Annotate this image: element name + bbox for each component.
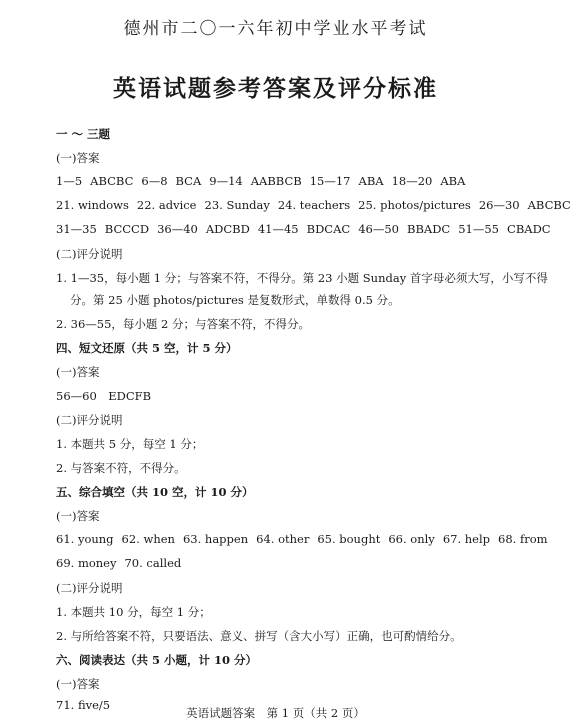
answer-item: 6—8	[141, 174, 168, 188]
answer-item: 9—14	[209, 174, 243, 188]
answer-item: 51—55	[458, 222, 500, 236]
answer-item: 22. advice	[136, 198, 197, 212]
answers-row-31-55	[56, 222, 551, 236]
answer-item: ADCBD	[205, 222, 250, 236]
section-5-heading: 五、综合填空（共 10 空，计 10 分）	[56, 485, 254, 499]
section-5-grading-label: (二)评分说明	[56, 581, 123, 595]
section-5-answer-label: (一)答案	[56, 509, 100, 523]
answers-row-21-30	[56, 198, 571, 212]
answer-item: 24. teachers	[277, 198, 351, 212]
answer-item: 68. from	[498, 532, 548, 546]
answer-item: 69. money	[56, 556, 117, 570]
section-4-grading-note-2: 2. 与答案不符，不得分。	[56, 461, 186, 475]
document-title: 英语试题参考答案及评分标准	[113, 75, 438, 102]
answer-item: BDCAC	[306, 222, 351, 236]
answer-item: 70. called	[124, 556, 182, 570]
exam-header: 德州市二〇一六年初中学业水平考试	[123, 19, 428, 39]
answers-row-61-68	[56, 532, 548, 546]
section-6-answer-label: (一)答案	[56, 677, 100, 691]
answer-item: 1—5	[56, 174, 83, 188]
page-footer: 英语试题答案 第 1 页（共 2 页）	[186, 706, 365, 720]
answer-item: 46—50	[358, 222, 399, 236]
answers-row-1-20	[56, 174, 465, 188]
answer-item: 41—45	[257, 222, 299, 236]
answer-item: 67. help	[442, 532, 491, 546]
answer-item: BCCCD	[104, 222, 150, 236]
answer-item: 25. photos/pictures	[358, 198, 471, 212]
section-4-answers: 56—60 EDCFB	[56, 389, 152, 403]
section-4-grading-label: (二)评分说明	[56, 413, 123, 427]
answer-item: 23. Sunday	[204, 198, 270, 212]
grading-note-2: 2. 36—55，每小题 2 分；与答案不符，不得分。	[56, 317, 311, 331]
answer-item: 15—17	[309, 174, 351, 188]
answer-item: CBADC	[507, 222, 551, 236]
section-6-answer-71: 71. five/5	[56, 698, 111, 712]
section-6-heading: 六、阅读表达（共 5 小题，计 10 分）	[56, 653, 258, 667]
answer-item: BCA	[175, 174, 202, 188]
answer-item: ABCBC	[90, 174, 134, 188]
grading-note-1-part-2: 分。第 25 小题 photos/pictures 是复数形式，单数得 0.5 分。	[70, 293, 400, 307]
section-4-grading-note-1: 1. 本题共 5 分，每空 1 分；	[56, 437, 204, 451]
answer-item: 62. when	[121, 532, 175, 546]
answer-item: 18—20	[391, 174, 433, 188]
section-4-answer-label: (一)答案	[56, 365, 100, 379]
answer-item: ABCBC	[527, 198, 571, 212]
answer-item: 21. windows	[56, 198, 129, 212]
answer-item: 31—35	[56, 222, 97, 236]
answer-item: 26—30	[478, 198, 520, 212]
answer-item: 64. other	[256, 532, 310, 546]
section-5-grading-note-1: 1. 本题共 10 分，每空 1 分；	[56, 605, 211, 619]
section-5-grading-note-2: 2. 与所给答案不符，只要语法、意义、拼写（含大小写）正确，也可酌情给分。	[56, 629, 462, 643]
section-1-3-heading: 一 ～ 三题	[56, 127, 111, 141]
answer-item: 63. happen	[182, 532, 249, 546]
grading-note-1-part-1: 1. 1—35，每小题 1 分；与答案不符，不得分。第 23 小题 Sunday 首字母必须大写，小写不得	[56, 271, 548, 285]
answer-item: ABA	[358, 174, 384, 188]
answer-item: 61. young	[56, 532, 114, 546]
answers-row-69-70	[56, 556, 181, 570]
answer-item: AABBCB	[250, 174, 302, 188]
section-4-heading: 四、短文还原（共 5 空，计 5 分）	[56, 341, 238, 355]
answer-item: 36—40	[157, 222, 198, 236]
answer-item: 65. bought	[317, 532, 381, 546]
section-1-3-answer-label: (一)答案	[56, 151, 100, 165]
answer-item: ABA	[440, 174, 466, 188]
answer-item: 66. only	[388, 532, 435, 546]
answer-item: BBADC	[407, 222, 451, 236]
section-1-3-grading-label: (二)评分说明	[56, 247, 123, 261]
